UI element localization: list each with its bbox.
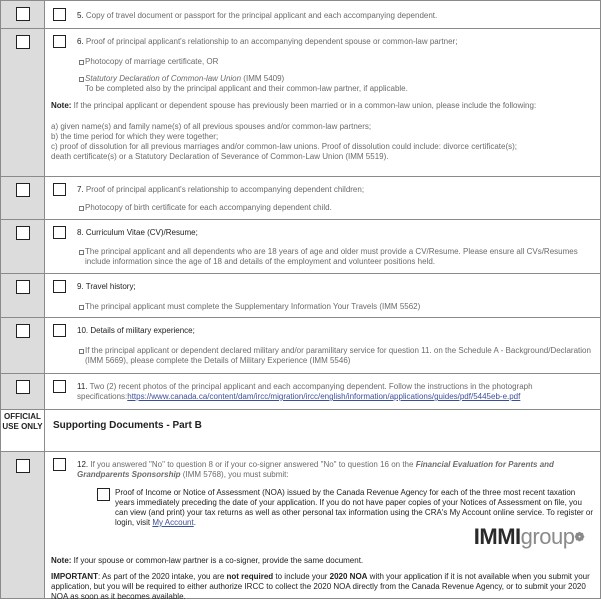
bullet-text: The principal applicant and all dependents who are 18 years of age and older must provide a CV/Resume. Please ensure all CVs/Resumes include information since the age of 18 and details of the employment and volunteer positions held.: [85, 247, 578, 266]
form-code: (IMM 5409): [241, 74, 285, 83]
bullet-icon: [79, 250, 84, 255]
item-number: 6.: [77, 37, 84, 46]
official-checkbox[interactable]: [16, 324, 30, 338]
official-use-cell: [1, 452, 45, 599]
item-cell: [45, 374, 601, 410]
bullet-item: [85, 247, 594, 267]
important-emphasis: 2020 NOA: [329, 572, 368, 581]
logo-text-group: group: [520, 524, 575, 549]
official-checkbox[interactable]: [16, 183, 30, 197]
note-list: [51, 122, 594, 162]
official-checkbox[interactable]: [16, 226, 30, 240]
official-use-header: [1, 410, 45, 452]
section-title-cell: [45, 410, 601, 452]
bullet-icon: [79, 206, 84, 211]
note-list-item: death certificate(s) or a Statutory Declaration of Severance of Common-Law Union (IMM 5519).: [51, 152, 389, 161]
section-header-row: [1, 410, 601, 452]
checklist-row-11: [1, 374, 601, 410]
checklist-row-10: [1, 318, 601, 374]
official-use-cell: [1, 374, 45, 410]
item-text: [77, 185, 594, 195]
important-text: : As part of the 2020 intake, you are: [97, 572, 227, 581]
item-number: 12.: [77, 460, 89, 469]
note-text: If the principal applicant or dependent spouse has previously been married or in a common-law union, please include the following:: [71, 101, 537, 110]
item-checkbox[interactable]: [53, 324, 66, 337]
item-text: [77, 282, 594, 292]
official-checkbox[interactable]: [16, 280, 30, 294]
item-number: 11.: [77, 382, 88, 391]
bullet-icon: [79, 77, 84, 82]
item-description: Travel history;: [85, 282, 136, 291]
important-label: IMPORTANT: [51, 572, 98, 581]
note-label: Note:: [51, 101, 72, 110]
bullet-text: To be completed also by the principal applicant and their common-law partner, if applicable.: [85, 84, 408, 93]
item-cell: [45, 1, 601, 29]
item-description: Curriculum Vitae (CV)/Resume;: [85, 228, 198, 237]
noa-description: Proof of Income or Notice of Assessment (NOA) issued by the Canada Revenue Agency for each of the three most recent taxation years immediately preceding the date of your application. If you do not have paper copies of your Notices of Assessment on file, you can view (and print) your tax returns as well as other personal tax information using the CRA's My Account online service. To register or login, visit: [115, 488, 594, 527]
bullet-item: [85, 203, 594, 213]
checklist-row-7: [1, 177, 601, 220]
official-use-cell: [1, 29, 45, 177]
checklist-row-6: [1, 29, 601, 177]
bullet-icon: [79, 305, 84, 310]
bullet-text: Photocopy of marriage certificate, OR: [85, 57, 219, 66]
note-list-item: a) given name(s) and family name(s) of all previous spouses and/or common-law partners;: [51, 122, 372, 131]
official-checkbox[interactable]: [16, 459, 30, 473]
maple-leaf-icon: ❁: [574, 530, 584, 544]
photo-spec-link[interactable]: https://www.canada.ca/content/dam/ircc/migration/ircc/english/information/applications/guides/pdf/5445eb-e.pdf: [127, 392, 521, 401]
note: [51, 101, 594, 111]
item-cell: [45, 220, 601, 274]
item-checkbox[interactable]: [53, 35, 66, 48]
important-note: [51, 572, 594, 602]
item-description: If you answered "No" to question 8 or if your co-signer answered "No" to question 16 on the: [90, 460, 416, 469]
bullet-icon: [79, 60, 84, 65]
item-cell: [45, 29, 601, 177]
section-title: Supporting Documents - Part B: [53, 420, 202, 431]
bullet-item: [85, 346, 594, 366]
bullet-item: [85, 302, 594, 312]
bullet-item: [85, 57, 594, 67]
item-description-end: (IMM 5768), you must submit:: [180, 470, 289, 479]
item-checkbox[interactable]: [53, 8, 66, 21]
item-text: [77, 11, 594, 21]
item-cell: [45, 274, 601, 318]
bullet-item: [85, 74, 594, 94]
item-cell: [45, 452, 601, 599]
note-list-item: b) the time period for which they were together;: [51, 132, 219, 141]
official-checkbox[interactable]: [16, 7, 30, 21]
item-description: Details of military experience;: [90, 326, 195, 335]
item-checkbox[interactable]: [53, 226, 66, 239]
official-checkbox[interactable]: [16, 380, 30, 394]
item-number: 7.: [77, 185, 84, 194]
item-text: [77, 382, 594, 402]
important-emphasis: not required: [226, 572, 274, 581]
item-cell: [45, 318, 601, 374]
form-name: Financial Evaluation for Parents and Grandparents Sponsorship: [77, 460, 554, 479]
bullet-text: The principal applicant must complete the Supplementary Information Your Travels (IMM 5562): [85, 302, 421, 311]
item-text: [77, 326, 594, 336]
item-cell: [45, 177, 601, 220]
official-use-cell: [1, 274, 45, 318]
note-list-item: c) proof of dissolution for all previous marriages and/or common-law unions. Proof of dissolution could include: divorce certificate(s);: [51, 142, 517, 151]
bullet-text: Photocopy of birth certificate for each accompanying dependent child.: [85, 203, 332, 212]
item-number: 9.: [77, 282, 84, 291]
item-checkbox[interactable]: [53, 280, 66, 293]
bullet-text: If the principal applicant or dependent declared military and/or paramilitary service for question 11. on the Schedule A - Background/Declaration (IMM 5669), please complete the Details of Military Experience (IMM 5546): [85, 346, 591, 365]
official-use-cell: [1, 1, 45, 29]
my-account-link[interactable]: My Account: [152, 518, 194, 527]
bullet-icon: [79, 349, 84, 354]
note-text: If your spouse or common-law partner is a co-signer, provide the same document.: [71, 556, 364, 565]
checklist-row-12: [1, 452, 601, 599]
form-name: Statutory Declaration of Common-law Union: [85, 74, 242, 83]
noa-checkbox[interactable]: [97, 488, 110, 501]
noa-text: Proof of Income or Notice of Assessment (NOA) issued by the Canada Revenue Agency for each of the three most recent taxation years immediately preceding the date of your application. If you do not have paper copies of your Notices of Assessment on file, you can view (and print) your tax returns as well as other personal tax information using the CRA's My Account online service. To register or login, visit My Account.: [115, 488, 594, 527]
item-checkbox[interactable]: [53, 380, 66, 393]
important-text: with your application if it is not available when you submit your application, but you will be required to either authorize IRCC to collect the 2020 NOA directly from the Canada Revenue Agency, or to submit your 2020 NOA as soon as it becomes available.: [51, 572, 590, 601]
item-description: Copy of travel document or passport for the principal applicant and each accompanying dependent.: [85, 11, 438, 20]
checklist-row-8: [1, 220, 601, 274]
official-use-cell: [1, 318, 45, 374]
item-number: 8.: [77, 228, 84, 237]
logo-text: IMMI: [473, 524, 521, 549]
note: [51, 556, 594, 566]
official-checkbox[interactable]: [16, 35, 30, 49]
checklist-row-9: [1, 274, 601, 318]
item-text: [77, 37, 594, 47]
important-text: to include your: [273, 572, 330, 581]
item-description: Two (2) recent photos of the principal applicant and each accompanying dependent. Follow the instructions in the photograph specifications:: [77, 382, 533, 401]
item-number: 5.: [77, 11, 84, 20]
item-description: Proof of principal applicant's relationship to accompanying dependent children;: [85, 185, 365, 194]
item-text: [77, 228, 594, 238]
note-label: Note:: [51, 556, 72, 565]
official-use-cell: [1, 220, 45, 274]
official-use-cell: [1, 177, 45, 220]
official-use-label: OFFICIAL USE ONLY: [2, 412, 43, 431]
immigroup-logo: [473, 524, 584, 549]
item-text: [77, 460, 594, 480]
item-checkbox[interactable]: [53, 458, 66, 471]
checklist-row-5: [1, 1, 601, 29]
item-number: 10.: [77, 326, 89, 335]
item-description: Proof of principal applicant's relationship to an accompanying dependent spouse or common-law partner;: [85, 37, 458, 46]
item-checkbox[interactable]: [53, 183, 66, 196]
